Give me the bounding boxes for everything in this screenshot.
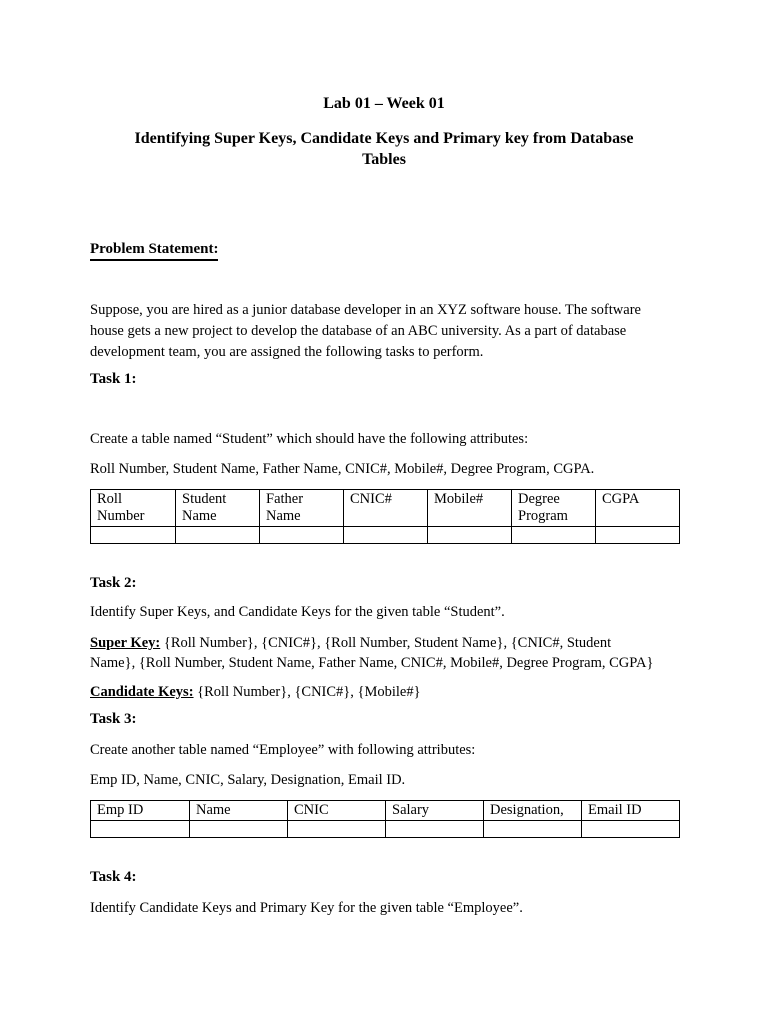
empty-cell — [190, 821, 288, 838]
empty-cell — [428, 527, 512, 544]
super-key-values-1: {Roll Number}, {CNIC#}, {Roll Number, Student Name}, {CNIC#, Student — [160, 635, 612, 651]
empty-cell — [288, 821, 386, 838]
employee-table — [90, 800, 680, 838]
header-cell-cgpa: CGPA — [596, 490, 680, 527]
task-4-instruction: Identify Candidate Keys and Primary Key for the given table “Employee”. — [90, 900, 523, 916]
candidate-keys-values: {Roll Number}, {CNIC#}, {Mobile#} — [193, 684, 421, 700]
header-cell-mobile: Mobile# — [428, 490, 512, 527]
header-cell-cnic: CNIC# — [344, 490, 428, 527]
header-cell-email-id: Email ID — [582, 801, 680, 821]
student-table-empty-row — [91, 527, 680, 544]
intro-line-1: Suppose, you are hired as a junior database developer in an XYZ software house. The software — [90, 302, 641, 318]
student-table-header-row — [91, 490, 680, 527]
task-3-attributes: Emp ID, Name, CNIC, Salary, Designation, Email ID. — [90, 772, 406, 788]
candidate-keys-term: Candidate Keys: — [90, 684, 194, 700]
task-1-instruction: Create a table named “Student” which should have the following attributes: — [90, 431, 529, 447]
task-2-label: Task 2: — [90, 575, 137, 591]
header-cell-emp-id: Emp ID — [91, 801, 190, 821]
subtitle-line-2: Tables — [362, 151, 406, 168]
empty-cell — [596, 527, 680, 544]
header-cell-salary: Salary — [386, 801, 484, 821]
task-4-label: Task 4: — [90, 869, 137, 885]
empty-cell — [260, 527, 344, 544]
empty-cell — [176, 527, 260, 544]
intro-line-3: development team, you are assigned the following tasks to perform. — [90, 344, 484, 360]
page-subtitle — [0, 128, 768, 170]
super-key-values-2: Name}, {Roll Number, Student Name, Father Name, CNIC#, Mobile#, Degree Program, CGPA} — [90, 655, 654, 671]
task-1-label: Task 1: — [90, 371, 137, 387]
header-cell-name: Name — [190, 801, 288, 821]
header-cell-roll-number: Roll Number — [91, 490, 176, 527]
student-table — [90, 489, 680, 544]
candidate-keys-paragraph — [90, 682, 421, 702]
intro-line-2: house gets a new project to develop the database of an ABC university. As a part of database — [90, 323, 627, 339]
page-title: Lab 01 – Week 01 — [323, 95, 445, 112]
empty-cell — [91, 527, 176, 544]
header-cell-designation: Designation, — [484, 801, 582, 821]
empty-cell — [91, 821, 190, 838]
header-cell-degree-program: Degree Program — [512, 490, 596, 527]
header-cell-cnic: CNIC — [288, 801, 386, 821]
problem-statement-paragraph — [90, 300, 678, 363]
subtitle-line-1: Identifying Super Keys, Candidate Keys and Primary key from Database — [134, 130, 634, 147]
task-3-label: Task 3: — [90, 711, 137, 727]
header-cell-student-name: Student Name — [176, 490, 260, 527]
task-3-instruction: Create another table named “Employee” with following attributes: — [90, 742, 476, 758]
empty-cell — [582, 821, 680, 838]
empty-cell — [512, 527, 596, 544]
header-cell-father-name: Father Name — [260, 490, 344, 527]
super-key-paragraph — [90, 633, 678, 673]
problem-statement-heading: Problem Statement: — [90, 241, 218, 261]
empty-cell — [386, 821, 484, 838]
task-1-attributes: Roll Number, Student Name, Father Name, CNIC#, Mobile#, Degree Program, CGPA. — [90, 461, 595, 477]
empty-cell — [484, 821, 582, 838]
super-key-term: Super Key: — [90, 635, 161, 651]
task-2-instruction: Identify Super Keys, and Candidate Keys for the given table “Student”. — [90, 604, 505, 620]
employee-table-header-row — [91, 801, 680, 821]
employee-table-empty-row — [91, 821, 680, 838]
empty-cell — [344, 527, 428, 544]
